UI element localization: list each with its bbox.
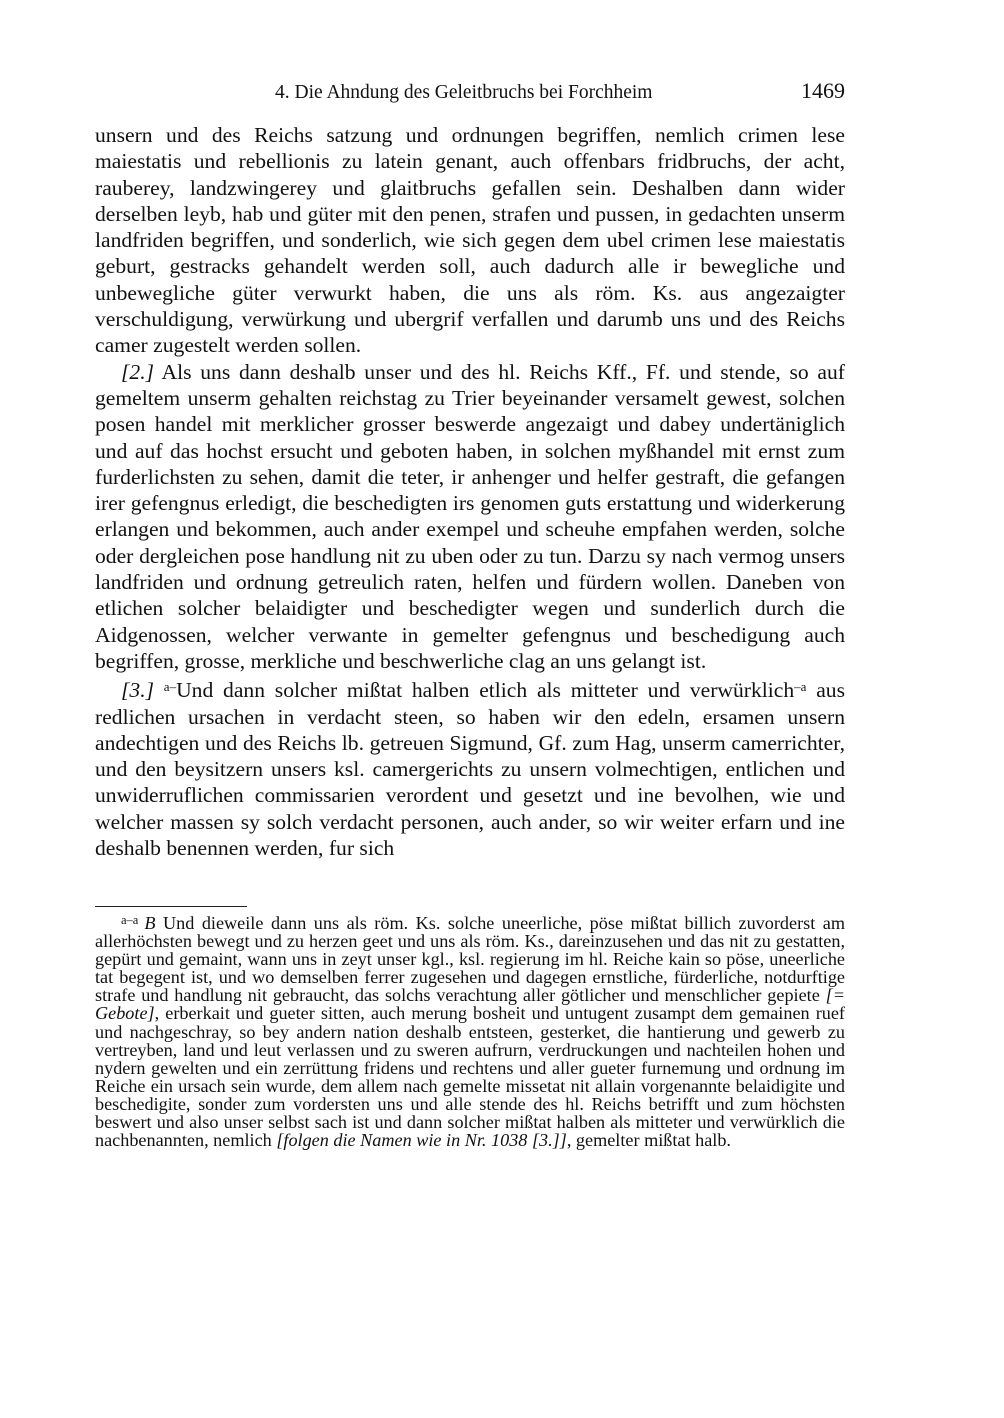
footnote-marker-start: a– bbox=[163, 679, 177, 695]
footnote-rule bbox=[95, 906, 247, 907]
footnote-siglum: B bbox=[144, 913, 156, 933]
paragraph-3 bbox=[95, 674, 845, 861]
footnote-text-3: , gemelter mißtat halb. bbox=[566, 1130, 731, 1151]
main-text bbox=[95, 122, 845, 861]
section-label-2: [2.] bbox=[121, 359, 155, 384]
paragraph-1 bbox=[95, 122, 845, 359]
paragraph-2-text: Als uns dann deshalb unser und des hl. Reichs Kff., Ff. und stende, so auf gemeltem unserm gehalten reichstag zu Trier beyeinander versamelt gewest, solchen posen handel mit merklicher grosser beswerde angezaigt und dabey undertäniglich und auf das hochst ersucht und geboten haben, in solchen myßhandel mit ernst zum furderlichsten zu sehen, damit die teter, ir anhenger und helfer gestraft, die gefangen irer gefengnus erledigt, die beschedigten irs genomen guts erstattung und widerkerung erlangen und bekommen, auch ander exempel und scheuhe empfahen werden, solche oder dergleichen pose handlung nit zu uben oder zu tun. Darzu sy nach vermog unsers landfriden und ordnung getreulich raten, helfen und fürdern wollen. Daneben von etlichen solcher belaidigter und beschedigter wegen und sunderlich durch die Aidgenossen, welcher verwante in gemelter gefengnus und beschedigung auch begriffen, grosse, merkliche und beschwerliche clag an uns gelangt ist. bbox=[95, 359, 845, 673]
section-label-3: [3.] bbox=[121, 678, 155, 703]
paragraph-1-text: unsern und des Reichs satzung und ordnungen begriffen, nemlich crimen lese maiestatis und rebellionis zu latein genant, auch offenbars fridbruchs, der acht, rauberey, landzwingerey und glaitbruchs gefallen sein. Deshalben dann wider derselben leyb, hab und güter mit den penen, strafen und pussen, in gedachten unserm landfriden begriffen, und sonderlich, wie sich gegen dem ubel crimen lese maiestatis geburt, gestracks gehandelt werden soll, auch dadurch alle ir bewegliche und unbewegliche güter verwurkt haben, die uns als röm. Ks. aus angezaigter verschuldigung, verwürkung und ubergrif verfallen und darumb uns und des Reichs camer zugestelt werden sollen. bbox=[95, 123, 845, 358]
footnote-editorial-1: [= Gebote] bbox=[95, 985, 845, 1024]
paragraph-3-text: aus redlichen ursachen in verdacht steen, so haben wir den edeln, ersamen unsern andechtigen und des Reichs lb. getreuen Sigmund, Gf. zum Hag, unserm camerrichter, und den beysitzern unsers ksl. camergerichts zu unsern volmechtigen, entlichen und unwiderruflichen commissarien verordent und gesetzt und ine bevolhen, wie und welcher massen sy solch verdacht personen, auch ander, so wir weiter erfarn und ine deshalb benennen werden, fur sich bbox=[95, 678, 845, 861]
running-header bbox=[95, 78, 845, 108]
footnote-text-1: Und dieweile dann uns als röm. Ks. solche uneerliche, pöse mißtat billich zuvorderst am allerhöchsten bewegt und zu herzen geet und uns als röm. Ks., dareinzusehen und das nit zu gestatten, gepürt und gemaint, wann uns in zeyt unser kgl., ksl. regierung im hl. Reiche kain so pöse, uneerliche tat begegent ist, und wo demselben ferrer zugesehen und dagegen ernstliche, fürderliche, notdurftige strafe und handlung nit gebraucht, das solchs verachtung aller götlicher und menschlicher gepiete bbox=[95, 913, 845, 1006]
page bbox=[95, 78, 845, 861]
footnotes bbox=[95, 911, 845, 1149]
footnote-editorial-2: [folgen die Namen wie in Nr. 1038 [3.]] bbox=[276, 1130, 567, 1151]
paragraph-2 bbox=[95, 359, 845, 675]
running-title: 4. Die Ahndung des Geleitbruchs bei Forchheim bbox=[275, 82, 653, 103]
footnote-text-2: , erberkait und gueter sitten, auch merung bosheit und untugent zusampt dem gemainen ruef und nachgeschray, so bey andern nation deshalb entsteen, gesterket, die hantierung und gewerb zu vertreyben, land und leut verlassen und zu sweren aufrurn, verdruckungen und nachteilen hohen und nydern gewelten und ein zerrüttung fridens und rechtens und aller gueter furnemung und ordnung im Reiche ein ursach sein wurde, dem allem nach gemelte missetat nit allain vorgenannte belaidigite und beschedigite, sonder zum vordersten uns und alle stende des hl. Reichs betrifft und zum höchsten beswert und also unser selbst sach ist und dann solcher mißtat halben als mitteter und verwürklich die nachbenannten, nemlich bbox=[95, 1003, 845, 1151]
footnote-a bbox=[95, 911, 845, 1149]
page-number: 1469 bbox=[801, 78, 845, 103]
paragraph-3-marked-text: Und dann solcher mißtat halben etlich als mitteter und verwürklich bbox=[176, 678, 795, 703]
footnote-a-marker: a–a bbox=[121, 913, 139, 927]
footnote-marker-end: –a bbox=[794, 679, 807, 695]
